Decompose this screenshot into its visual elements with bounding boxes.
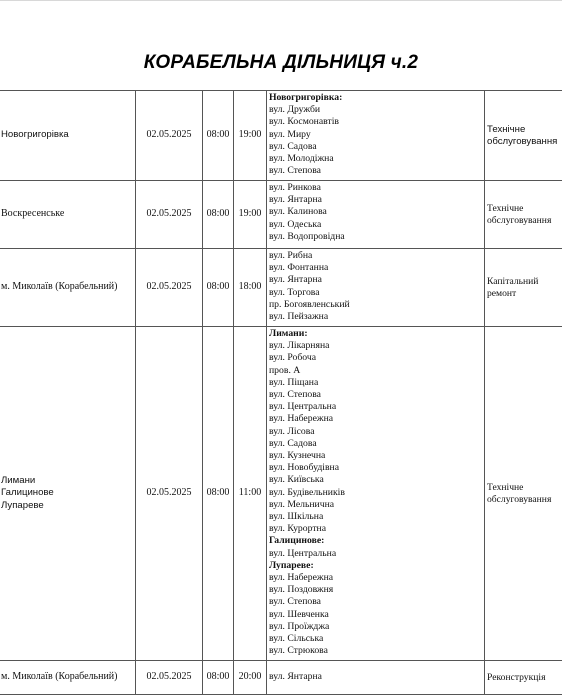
end-time-cell: 18:00 xyxy=(234,249,267,327)
table-row xyxy=(0,181,562,249)
street-item: вул. Янтарна xyxy=(269,671,322,683)
street-item: вул. Рибна xyxy=(269,250,313,261)
work-type-text: Технічне xyxy=(487,123,526,135)
work-type-text: Технічне xyxy=(487,202,524,214)
street-item: вул. Миру xyxy=(269,128,311,140)
settlement-group-heading: Новогригорівка: xyxy=(269,92,343,103)
streets-cell xyxy=(267,249,485,327)
work-type-cell xyxy=(485,249,562,327)
work-type-text: Технічне xyxy=(487,481,524,493)
settlement-group-heading: Лимани: xyxy=(269,328,308,339)
street-item: вул. Торгова xyxy=(269,286,320,298)
work-type-cell xyxy=(485,91,562,181)
street-item: вул. Янтарна xyxy=(269,274,322,286)
date-cell: 02.05.2025 xyxy=(136,661,203,695)
street-item: вул. Робоча xyxy=(269,352,317,364)
start-time-cell: 08:00 xyxy=(203,181,234,249)
street-item: вул. Сільська xyxy=(269,633,324,645)
street-item: вул. Лікарняна xyxy=(269,340,330,352)
settlement-name: м. Миколаїв (Корабельний) xyxy=(1,281,118,293)
street-item: вул. Калинова xyxy=(269,206,327,218)
street-item: вул. Степова xyxy=(269,389,321,401)
streets-cell xyxy=(267,91,485,181)
work-type-cell xyxy=(485,181,562,249)
street-item: вул. Набережна xyxy=(269,572,334,584)
date-cell: 02.05.2025 xyxy=(136,181,203,249)
settlement-group-heading: Лупареве: xyxy=(269,559,314,571)
settlement-name: м. Миколаїв (Корабельний) xyxy=(1,671,118,683)
work-type-text: ремонт xyxy=(487,287,517,299)
street-item: вул. Мельнична xyxy=(269,498,335,510)
street-item: пр. Богоявленський xyxy=(269,298,350,310)
work-type-text: обслуговування xyxy=(487,214,552,226)
street-item: вул. Шевченка xyxy=(269,608,329,620)
table-row xyxy=(0,91,562,181)
street-item: вул. Степова xyxy=(269,165,321,177)
end-time-cell: 20:00 xyxy=(234,661,267,695)
street-item: вул. Ринкова xyxy=(269,182,321,193)
street-item: вул. Курортна xyxy=(269,523,327,535)
street-item: вул. Лісова xyxy=(269,425,315,437)
streets-cell xyxy=(267,327,485,661)
street-item: вул. Дружби xyxy=(269,104,321,116)
street-item: вул. Центральна xyxy=(269,547,337,559)
street-item: вул. Київська xyxy=(269,474,324,486)
street-item: вул. Молодіжна xyxy=(269,153,334,165)
street-item: пров. А xyxy=(269,364,301,376)
street-item: вул. Центральна xyxy=(269,401,337,413)
date-cell: 02.05.2025 xyxy=(136,91,203,181)
start-time-cell: 08:00 xyxy=(203,661,234,695)
settlement-name: Галицинове xyxy=(1,487,54,499)
settlement-cell xyxy=(0,327,136,661)
work-type-cell xyxy=(485,661,562,695)
settlement-cell xyxy=(0,181,136,249)
street-item: вул. Одеська xyxy=(269,218,322,230)
work-type-cell xyxy=(485,327,562,661)
end-time-cell: 19:00 xyxy=(234,181,267,249)
table-row xyxy=(0,661,562,695)
settlement-cell xyxy=(0,661,136,695)
table-row xyxy=(0,327,562,661)
settlement-name: Лупареве xyxy=(1,499,44,511)
start-time-cell: 08:00 xyxy=(203,249,234,327)
street-item: вул. Садова xyxy=(269,140,317,152)
street-item: вул. Стрюкова xyxy=(269,645,328,657)
settlement-cell xyxy=(0,91,136,181)
street-item: вул. Піщана xyxy=(269,376,319,388)
start-time-cell: 08:00 xyxy=(203,327,234,661)
street-item: вул. Набережна xyxy=(269,413,334,425)
start-time-cell: 08:00 xyxy=(203,91,234,181)
settlement-name: Воскресенське xyxy=(1,208,65,220)
street-item: вул. Новобудівна xyxy=(269,462,340,474)
settlement-group-heading: Галицинове: xyxy=(269,535,325,547)
outage-schedule-table xyxy=(0,90,562,695)
date-cell: 02.05.2025 xyxy=(136,327,203,661)
street-item: вул. Кузнечна xyxy=(269,450,326,462)
street-item: вул. Космонавтів xyxy=(269,116,339,128)
settlement-cell xyxy=(0,249,136,327)
street-item: вул. Садова xyxy=(269,437,317,449)
street-item: вул. Янтарна xyxy=(269,194,322,206)
street-item: вул. Будівельників xyxy=(269,486,345,498)
settlement-name: Лимани xyxy=(1,475,36,487)
streets-cell xyxy=(267,181,485,249)
page-top-border xyxy=(0,0,562,1)
work-type-text: Реконструкція xyxy=(487,671,546,683)
work-type-text: Капітальний xyxy=(487,275,539,287)
street-item: вул. Проїжджа xyxy=(269,620,330,632)
end-time-cell: 11:00 xyxy=(234,327,267,661)
street-item: вул. Поздовжня xyxy=(269,584,334,596)
street-item: вул. Шкільна xyxy=(269,511,324,523)
end-time-cell: 19:00 xyxy=(234,91,267,181)
work-type-text: обслуговування xyxy=(487,493,552,505)
table-row xyxy=(0,249,562,327)
street-item: вул. Пейзажна xyxy=(269,311,329,323)
street-item: вул. Водопровідна xyxy=(269,230,345,242)
settlement-name: Новогригорівка xyxy=(1,129,69,141)
streets-cell xyxy=(267,661,485,695)
date-cell: 02.05.2025 xyxy=(136,249,203,327)
page-title: КОРАБЕЛЬНА ДІЛЬНИЦЯ ч.2 xyxy=(143,52,419,73)
street-item: вул. Фонтанна xyxy=(269,262,329,274)
work-type-text: обслуговування xyxy=(487,135,558,147)
street-item: вул. Степова xyxy=(269,596,321,608)
